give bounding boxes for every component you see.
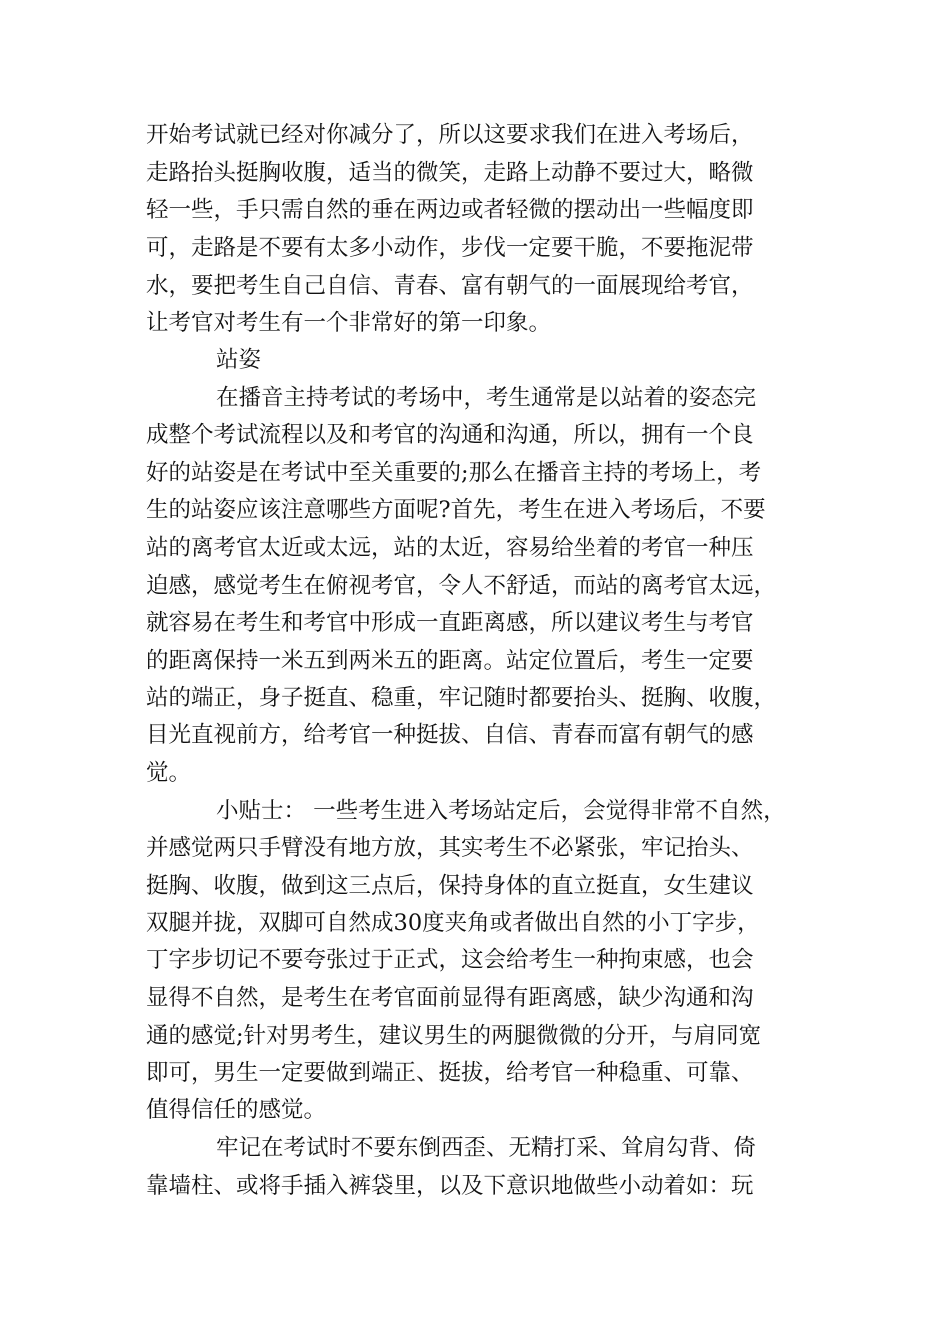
text-line: 站的端正，身子挺直、稳重，牢记随时都要抬头、挺胸、收腹， — [146, 685, 777, 711]
text-line: 走路抬头挺胸收腹，适当的微笑，走路上动静不要过大，略微 — [146, 160, 754, 186]
text-line: 可，走路是不要有太多小动作，步伐一定要干脆，不要拖泥带 — [146, 235, 754, 261]
text-line: 开始考试就已经对你减分了，所以这要求我们在进入考场后， — [146, 122, 754, 148]
text-line: 的距离保持一米五到两米五的距离。站定位置后，考生一定要 — [146, 648, 754, 674]
text-line: 挺胸、收腹，做到这三点后，保持身体的直立挺直，女生建议 — [146, 873, 754, 899]
text-line: 成整个考试流程以及和考官的沟通和沟通，所以，拥有一个良 — [146, 422, 754, 448]
text-line: 水，要把考生自己自信、青春、富有朝气的一面展现给考官， — [146, 273, 754, 299]
text-line: 目光直视前方，给考官一种挺拔、自信、青春而富有朝气的感 — [146, 722, 754, 748]
text-line: 迫感，感觉考生在俯视考官，令人不舒适，而站的离考官太远， — [146, 573, 777, 599]
text-line: 好的站姿是在考试中至关重要的;那么在播音主持的考场上，考 — [146, 460, 762, 486]
text-line: 双腿并拢，双脚可自然成30度夹角或者做出自然的小丁字步， — [146, 910, 760, 936]
text-line: 生的站姿应该注意哪些方面呢?首先，考生在进入考场后，不要 — [146, 497, 766, 523]
text-line: 即可，男生一定要做到端正、挺拔，给考官一种稳重、可靠、 — [146, 1060, 754, 1086]
text-line: 显得不自然，是考生在考官面前显得有距离感，缺少沟通和沟 — [146, 985, 754, 1011]
text-line: 并感觉两只手臂没有地方放，其实考生不必紧张，牢记抬头、 — [146, 835, 754, 861]
text-line: 轻一些，手只需自然的垂在两边或者轻微的摆动出一些幅度即 — [146, 197, 754, 223]
text-line: 让考官对考生有一个非常好的第一印象。 — [146, 310, 552, 336]
text-line: 靠墙柱、或将手插入裤袋里，以及下意识地做些小动着如：玩 — [146, 1173, 754, 1199]
section-heading: 站姿 — [216, 347, 262, 373]
text-line: 值得信任的感觉。 — [146, 1097, 327, 1123]
tip-line: 小贴士： 一些考生进入考场站定后，会觉得非常不自然， — [216, 798, 786, 824]
text-line: 牢记在考试时不要东倒西歪、无精打采、耸肩勾背、倚 — [216, 1135, 757, 1161]
text-line: 丁字步切记不要夸张过于正式，这会给考生一种拘束感，也会 — [146, 947, 754, 973]
text-line: 就容易在考生和考官中形成一直距离感，所以建议考生与考官 — [146, 610, 754, 636]
text-line: 觉。 — [146, 760, 192, 786]
text-line: 在播音主持考试的考场中，考生通常是以站着的姿态完 — [216, 385, 757, 411]
text-line: 站的离考官太近或太远，站的太近，容易给坐着的考官一种压 — [146, 535, 754, 561]
text-line: 通的感觉;针对男考生，建议男生的两腿微微的分开，与肩同宽 — [146, 1023, 762, 1049]
